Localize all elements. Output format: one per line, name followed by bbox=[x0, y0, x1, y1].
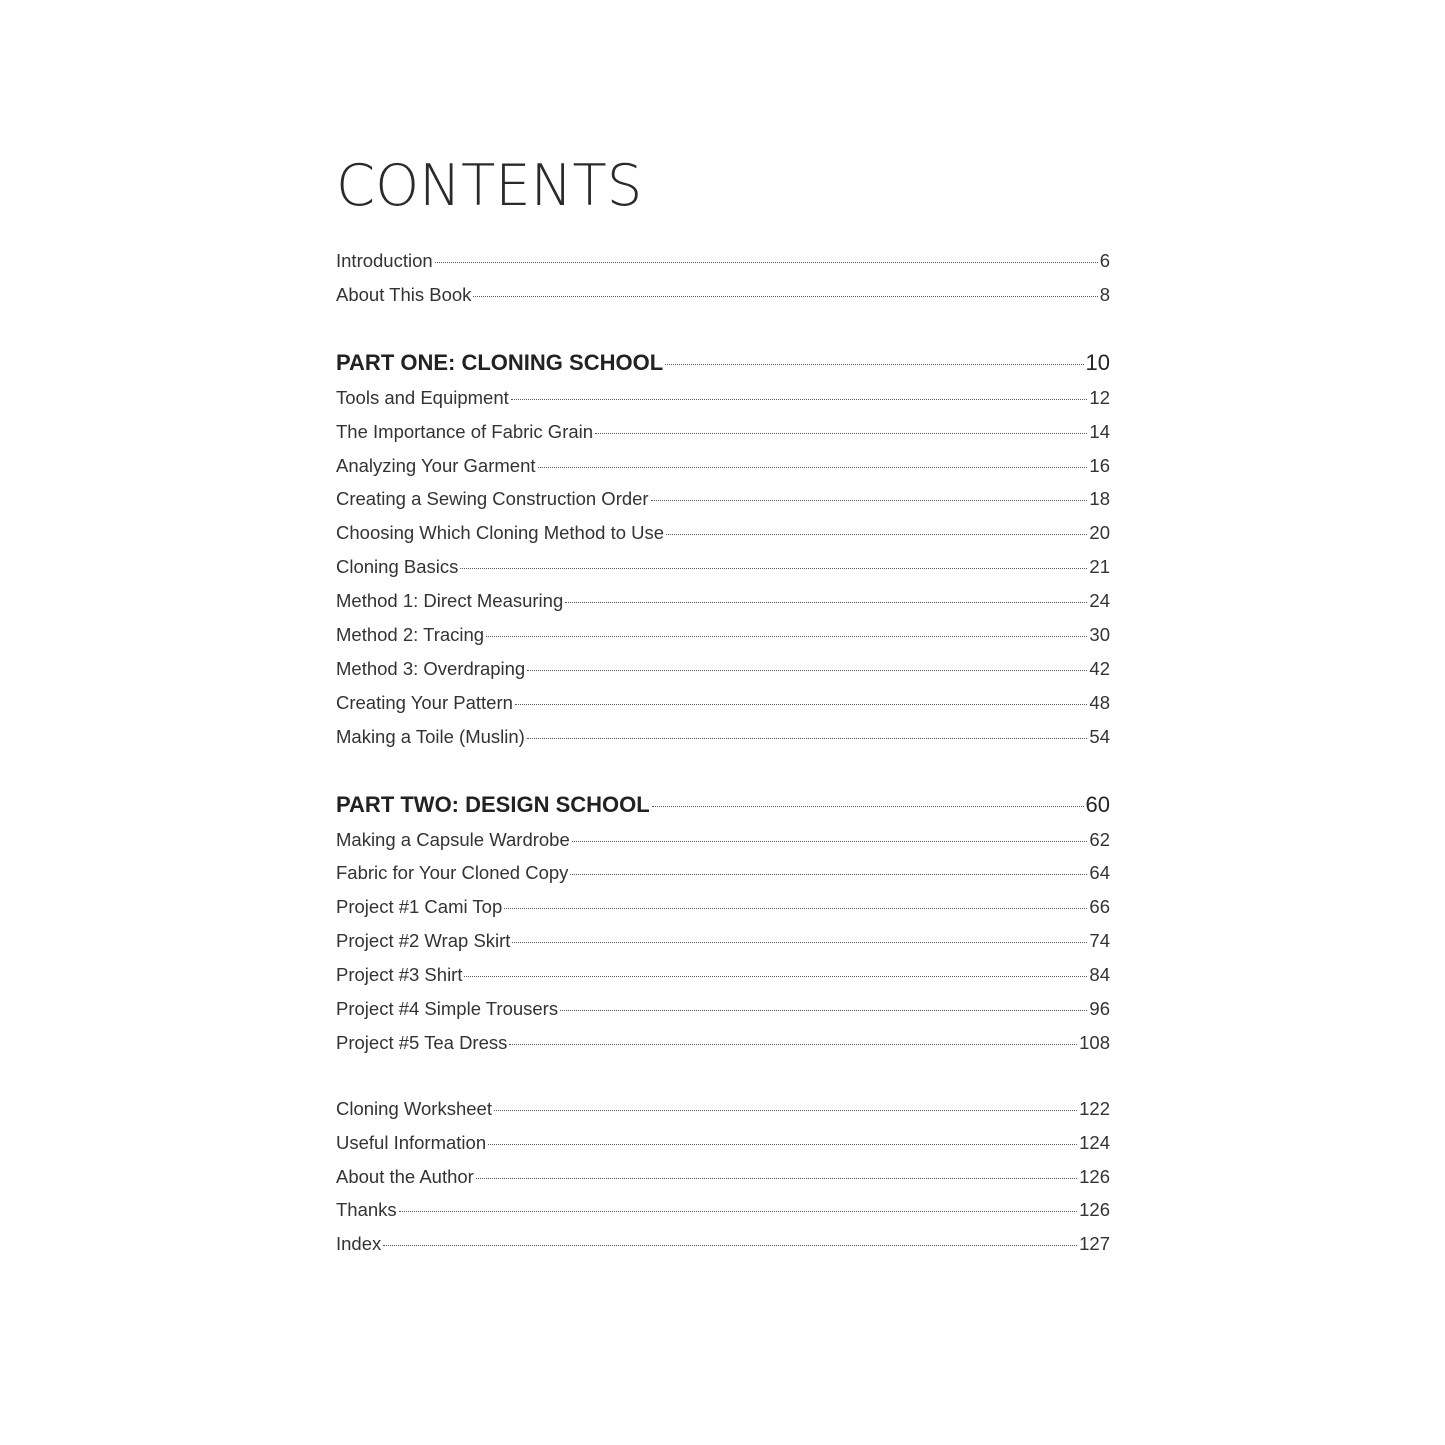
dot-leader bbox=[515, 704, 1088, 705]
toc-entry-label: Creating Your Pattern bbox=[336, 691, 513, 713]
toc-entry-page: 18 bbox=[1089, 488, 1110, 510]
toc-entry bbox=[336, 1026, 1110, 1060]
dot-leader bbox=[651, 500, 1088, 501]
toc-entry bbox=[336, 516, 1110, 550]
dot-leader bbox=[460, 568, 1087, 569]
dot-leader bbox=[572, 841, 1088, 842]
part-two-section bbox=[336, 786, 1110, 1060]
dot-leader bbox=[570, 874, 1087, 875]
toc-entry bbox=[336, 584, 1110, 618]
toc-entry bbox=[336, 449, 1110, 483]
toc-entry-label: Making a Toile (Muslin) bbox=[336, 725, 525, 747]
toc-entry-page: 126 bbox=[1079, 1199, 1110, 1221]
toc-entry-page: 12 bbox=[1089, 386, 1110, 408]
dot-leader bbox=[435, 262, 1098, 263]
toc-entry-label: Making a Capsule Wardrobe bbox=[336, 828, 570, 850]
toc-entry bbox=[336, 1160, 1110, 1194]
back-matter-section bbox=[336, 1092, 1110, 1261]
toc-entry-page: 62 bbox=[1089, 828, 1110, 850]
dot-leader bbox=[565, 602, 1087, 603]
toc-entry-page: 30 bbox=[1089, 624, 1110, 646]
toc-entry bbox=[336, 278, 1110, 312]
dot-leader bbox=[512, 942, 1087, 943]
toc-entry-label: Thanks bbox=[336, 1199, 397, 1221]
dot-leader bbox=[538, 467, 1088, 468]
toc-entry bbox=[336, 381, 1110, 415]
dot-leader bbox=[652, 806, 1084, 807]
toc-entry-page: 66 bbox=[1089, 896, 1110, 918]
toc-entry-page: 48 bbox=[1089, 691, 1110, 713]
toc-entry-page: 42 bbox=[1089, 657, 1110, 679]
toc-entry bbox=[336, 550, 1110, 584]
toc-entry-page: 108 bbox=[1079, 1031, 1110, 1053]
toc-entry-label: Method 3: Overdraping bbox=[336, 657, 526, 679]
toc-entry bbox=[336, 1092, 1110, 1126]
dot-leader bbox=[399, 1211, 1077, 1212]
dot-leader bbox=[486, 636, 1087, 637]
toc-entry-page: 6 bbox=[1099, 250, 1110, 271]
toc-entry-page: 16 bbox=[1089, 454, 1110, 476]
toc-entry-page: 127 bbox=[1079, 1233, 1110, 1255]
toc-entry-page: 74 bbox=[1089, 930, 1110, 952]
toc-entry-page: 96 bbox=[1089, 998, 1110, 1020]
dot-leader bbox=[511, 399, 1088, 400]
toc-entry-label: Creating a Sewing Construction Order bbox=[336, 488, 649, 510]
part-one-section bbox=[336, 344, 1110, 754]
toc-entry bbox=[336, 1227, 1110, 1261]
toc-entry-label: Method 1: Direct Measuring bbox=[336, 590, 564, 612]
part-heading bbox=[336, 786, 1110, 823]
toc-entry-label: About the Author bbox=[336, 1165, 474, 1187]
dot-leader bbox=[666, 534, 1087, 535]
toc-entry-label: About This Book bbox=[336, 283, 472, 305]
toc-entry-label: Project #2 Wrap Skirt bbox=[336, 930, 511, 952]
toc-entry-label: Method 2: Tracing bbox=[336, 624, 485, 646]
toc-entry-page: 24 bbox=[1089, 590, 1110, 612]
toc-entry bbox=[336, 856, 1110, 890]
toc-entry bbox=[336, 618, 1110, 652]
page-title: CONTENTS bbox=[336, 153, 643, 220]
toc-entry-label: Choosing Which Cloning Method to Use bbox=[336, 522, 665, 544]
toc-entry-page: 8 bbox=[1099, 283, 1110, 305]
toc-entry-label: Cloning Basics bbox=[336, 556, 459, 578]
toc-entry-page: 20 bbox=[1089, 522, 1110, 544]
toc-entry-label: Fabric for Your Cloned Copy bbox=[336, 862, 569, 884]
dot-leader bbox=[504, 908, 1087, 909]
part-heading-label: PART ONE: CLONING SCHOOL bbox=[336, 349, 664, 375]
toc-entry-label: Analyzing Your Garment bbox=[336, 454, 536, 476]
toc-entry-page: 14 bbox=[1089, 420, 1110, 442]
toc-entry bbox=[336, 890, 1110, 924]
dot-leader bbox=[527, 670, 1087, 671]
part-heading-page: 60 bbox=[1085, 791, 1110, 817]
toc-entry bbox=[336, 958, 1110, 992]
dot-leader bbox=[383, 1245, 1077, 1246]
dot-leader bbox=[464, 976, 1087, 977]
toc-entry-label: Project #3 Shirt bbox=[336, 964, 463, 986]
toc-entry bbox=[336, 720, 1110, 754]
toc-entry-page: 84 bbox=[1089, 964, 1110, 986]
part-heading bbox=[336, 344, 1110, 381]
dot-leader bbox=[595, 433, 1087, 434]
dot-leader bbox=[560, 1010, 1087, 1011]
toc-entry-label: Introduction bbox=[336, 250, 433, 271]
toc-entry-label: Index bbox=[336, 1233, 382, 1255]
dot-leader bbox=[476, 1178, 1077, 1179]
contents-page bbox=[336, 150, 1110, 1261]
dot-leader bbox=[488, 1144, 1077, 1145]
toc-entry-page: 64 bbox=[1089, 862, 1110, 884]
toc-entry-label: The Importance of Fabric Grain bbox=[336, 420, 594, 442]
toc-entry-label: Useful Information bbox=[336, 1131, 487, 1153]
toc-entry-page: 122 bbox=[1079, 1097, 1110, 1119]
toc-entry-label: Cloning Worksheet bbox=[336, 1097, 492, 1119]
toc-entry-label: Tools and Equipment bbox=[336, 386, 509, 408]
part-heading-label: PART TWO: DESIGN SCHOOL bbox=[336, 791, 650, 817]
toc-entry-label: Project #5 Tea Dress bbox=[336, 1031, 508, 1053]
toc-entry-label: Project #4 Simple Trousers bbox=[336, 998, 559, 1020]
dot-leader bbox=[494, 1110, 1077, 1111]
toc-entry bbox=[336, 823, 1110, 857]
dot-leader bbox=[665, 364, 1083, 365]
toc-entry bbox=[336, 652, 1110, 686]
dot-leader bbox=[473, 296, 1097, 297]
toc-entry bbox=[336, 992, 1110, 1026]
dot-leader bbox=[527, 738, 1088, 739]
toc-entry-page: 54 bbox=[1089, 725, 1110, 747]
toc-entry bbox=[336, 482, 1110, 516]
toc-entry bbox=[336, 686, 1110, 720]
toc-entry bbox=[336, 924, 1110, 958]
toc-entry-page: 21 bbox=[1089, 556, 1110, 578]
toc-entry bbox=[336, 1193, 1110, 1227]
toc-entry bbox=[336, 244, 1110, 278]
toc-entry bbox=[336, 415, 1110, 449]
dot-leader bbox=[509, 1044, 1077, 1045]
front-matter-section bbox=[336, 244, 1110, 312]
toc-entry-page: 124 bbox=[1079, 1131, 1110, 1153]
toc-entry-label: Project #1 Cami Top bbox=[336, 896, 503, 918]
part-heading-page: 10 bbox=[1085, 349, 1110, 375]
toc-entry bbox=[336, 1126, 1110, 1160]
toc-entry-page: 126 bbox=[1079, 1165, 1110, 1187]
